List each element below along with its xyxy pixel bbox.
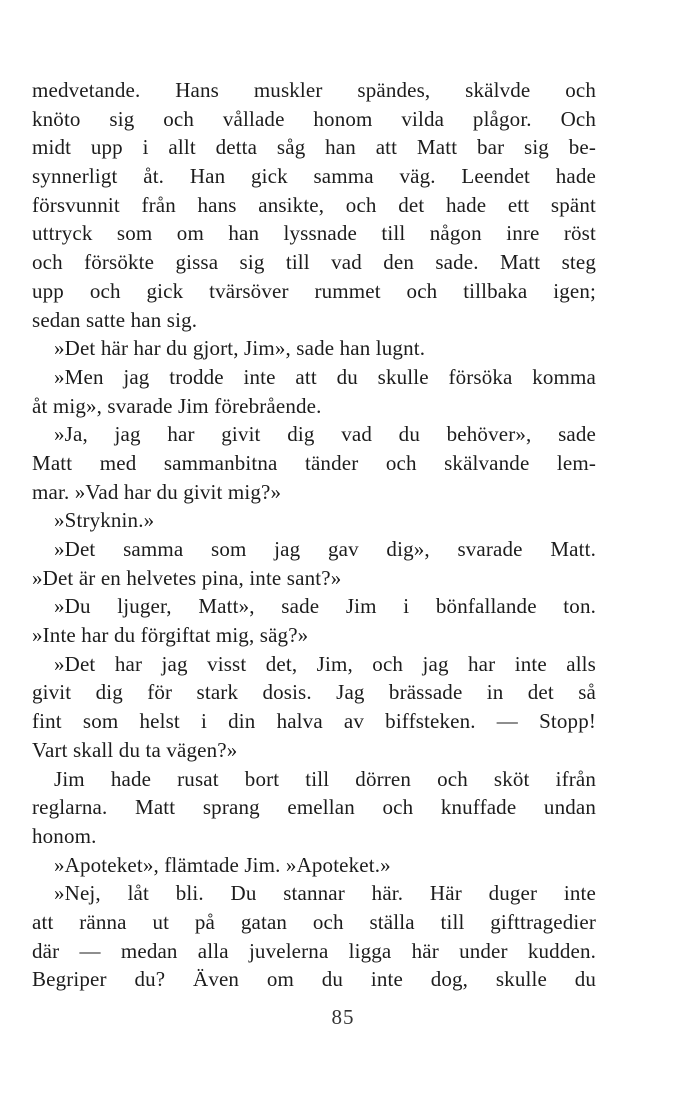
text-line: Matt med sammanbitna tänder och skälvande lem-	[32, 450, 596, 475]
text-line: medvetande. Hans muskler spändes, skälvde och	[32, 78, 596, 102]
body-text	[32, 76, 596, 994]
text-line: »Det har jag visst det, Jim, och jag har inte alls	[54, 651, 596, 676]
text-line: fint som helst i din halva av biffsteken. — Stopp!	[32, 709, 596, 734]
text-line: »Det är en helvetes pina, inte sant?»	[32, 565, 342, 590]
text-line: sedan satte han sig.	[32, 307, 198, 332]
text-line: Jim hade rusat bort till dörren och sköt ifrån	[54, 766, 596, 791]
text-line: mar. »Vad har du givit mig?»	[32, 479, 282, 504]
page-number: 85	[331, 1005, 355, 1029]
text-line: »Stryknin.»	[54, 508, 155, 533]
text-line: midt upp i allt detta såg han att Matt bar sig be-	[32, 135, 596, 160]
text-line: honom.	[32, 823, 97, 848]
text-line: och försökte gissa sig till vad den sade. Matt steg	[32, 250, 596, 275]
text-line: »Ja, jag har givit dig vad du behöver», sade	[54, 422, 596, 447]
text-line: synnerligt åt. Han gick samma väg. Leendet hade	[32, 164, 596, 189]
text-line: »Nej, låt bli. Du stannar här. Här duger inte	[54, 881, 596, 906]
text-line: Begriper du? Även om du inte dog, skulle du	[32, 967, 596, 992]
text-line: reglarna. Matt sprang emellan och knuffade undan	[32, 795, 596, 820]
text-line: att ränna ut på gatan och ställa till gifttragedier	[32, 909, 596, 934]
text-line: givit dig för stark dosis. Jag brässade in det så	[32, 680, 596, 705]
text-line: Vart skall du ta vägen?»	[32, 737, 238, 762]
text-line: »Det här har du gjort, Jim», sade han lugnt.	[54, 336, 426, 361]
text-line: åt mig», svarade Jim förebrående.	[32, 393, 322, 418]
text-line: upp och gick tvärsöver rummet och tillbaka igen;	[32, 278, 596, 303]
text-line: knöto sig och vållade honom vilda plågor. Och	[32, 106, 596, 131]
text-line: »Inte har du förgiftat mig, säg?»	[32, 623, 309, 648]
text-line: försvunnit från hans ansikte, och det hade ett spänt	[32, 192, 596, 217]
text-line: där — medan alla juvelerna ligga här under kudden.	[32, 938, 596, 963]
text-line: »Men jag trodde inte att du skulle försöka komma	[54, 364, 596, 389]
text-line: »Det samma som jag gav dig», svarade Matt.	[54, 537, 596, 561]
text-line: »Apoteket», flämtade Jim. »Apoteket.»	[54, 852, 391, 877]
text-line: »Du ljuger, Matt», sade Jim i bönfallande ton.	[54, 594, 596, 619]
text-line: uttryck som om han lyssnade till någon inre röst	[32, 221, 596, 246]
